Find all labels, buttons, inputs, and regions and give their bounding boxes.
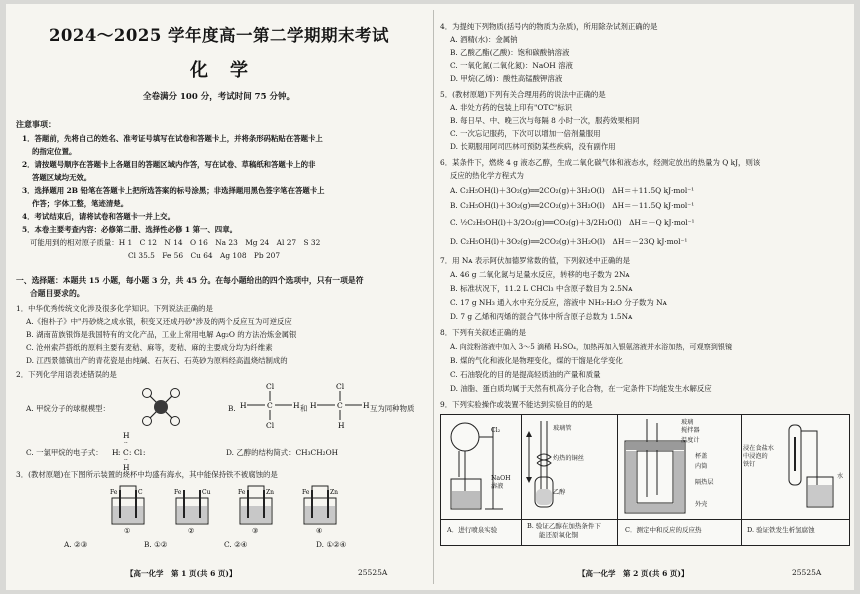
question-2-option-c: C. 一氯甲烷的电子式： [26, 448, 103, 457]
question-3-option-c: C. ②④ [224, 540, 248, 549]
question-7-option-b: B. 标准状况下，11.2 L CHCl₃ 中含原子数目为 2.5Nᴀ [450, 284, 633, 293]
note-line: 的指定位置。 [32, 147, 77, 156]
question-8-option-d: D. 油脂、蛋白质均属于天然有机高分子化合物，在一定条件下均能发生水解反应 [450, 384, 712, 393]
question-9-figure [440, 414, 850, 546]
svg-text:Cl: Cl [336, 382, 345, 391]
dichloromethane-structure-2 [310, 381, 370, 429]
corrosion-cell [110, 486, 144, 534]
label-inner-cylinder: 内筒 [695, 463, 708, 470]
question-4-option-d: D. 甲烷(乙烯)：酸性高锰酸钾溶液 [450, 74, 563, 83]
question-8-option-c: C. 石油裂化的目的是提高轻质油的产量和质量 [450, 370, 601, 379]
figure-divider [741, 415, 742, 545]
electrode-label: Fe [174, 489, 182, 496]
label-stirrer: 搅拌器 [681, 427, 700, 434]
svg-text:Cl: Cl [134, 448, 143, 457]
label-naoh: NaOH [491, 475, 511, 482]
svg-text:C: C [337, 401, 343, 410]
note-line: 2．请按题号顺序在答题卡上各题目的答题区域内作答，写在试卷、草稿纸和答题卡上的非 [22, 160, 316, 169]
page-1-code: 25525A [358, 568, 388, 577]
svg-text::: : [118, 449, 121, 457]
label-naoh-solution: 溶液 [491, 483, 504, 490]
label-thermometer: 温度计 [681, 437, 700, 444]
label-insulation: 隔热层 [695, 479, 714, 486]
label-lid: 杯盖 [695, 453, 708, 460]
question-8-option-b: B. 煤的气化和液化是物理变化，煤的干馏是化学变化 [450, 356, 623, 365]
question-3-option-d: D. ①②④ [316, 540, 347, 549]
svg-text:C: C [267, 401, 273, 410]
svg-text:Cl: Cl [266, 382, 275, 391]
label-outer-shell: 外壳 [695, 501, 708, 508]
question-2-option-b-label: B. [228, 404, 236, 413]
page-2 [436, 4, 854, 590]
question-6-option-a: A. C₂H₅OH(l)＋3O₂(g)══2CO₂(g)＋3H₂O(l) ΔH＝＋11.5Q kJ·mol⁻¹ [450, 186, 695, 195]
question-5-option-c: C. 一次忘记服药，下次可以增加一倍剂量服用 [450, 129, 601, 138]
note-line: 作答；字体工整，笔迹清楚。 [32, 199, 129, 208]
question-2-option-b-text: 互为同种物质 [370, 404, 415, 413]
question-6-stem: 6．某条件下，燃烧 4 g 液态乙醇，生成二氧化碳气体和液态水，经测定放出的热量为 Q kJ，则该 [440, 158, 761, 167]
question-2-stem: 2．下列化学用语表述错误的是 [16, 370, 117, 379]
svg-text:··: ·· [124, 457, 128, 464]
subject-title: 化学 [190, 60, 270, 81]
label-nail: 浸在食盐水 [743, 445, 774, 452]
figure-divider [617, 415, 618, 545]
question-1-option-c: C. 沧州索芦搭纸的原料主要有麦秸、麻等，麦秸、麻的主要成分均为纤维素 [26, 343, 273, 352]
electrode-label: Fe [238, 489, 246, 496]
question-6-stem-cont: 反应的热化学方程式为 [450, 171, 524, 180]
svg-text:H: H [123, 463, 130, 472]
section-heading: 合题目要求的。 [30, 289, 85, 298]
copper-wire-apparatus [525, 417, 615, 517]
cell-number: ② [188, 527, 195, 534]
page-divider [433, 10, 434, 584]
question-4-option-b: B. 乙酸乙酯(乙酸)：饱和碳酸钠溶液 [450, 48, 570, 57]
question-1-stem: 1．中华优秀传统文化涉及很多化学知识。下列说法正确的是 [16, 304, 213, 313]
fountain-apparatus [443, 417, 519, 517]
question-1-option-b: B. 湖南苗族银饰是我国特有的文化产品，工业上常用电解 Ag₂O 的方法冶炼金属银 [26, 330, 297, 339]
question-4-stem: 4．为提纯下列物质(括号内的物质为杂质)，所用除杂试剂正确的是 [440, 22, 658, 31]
svg-text::: : [129, 449, 132, 457]
electrode-label: Fe [302, 489, 310, 496]
atomic-masses: 可能用到的相对原子质量：H 1 C 12 N 14 O 16 Na 23 Mg 24 Al 27 S 32 [30, 238, 321, 247]
figure-divider [521, 415, 522, 545]
question-3-option-b: B. ①② [144, 540, 168, 549]
exam-title: 2024～2025 学年度高一第二学期期末考试 [48, 26, 390, 45]
corrosion-cell [302, 486, 338, 534]
caption-d: D. 验证铁发生析氢腐蚀 [747, 526, 815, 534]
corrosion-cells-figure [102, 484, 352, 534]
svg-text:H: H [240, 401, 247, 410]
question-5-option-a: A. 非处方药的包装上印有"OTC"标识 [450, 103, 573, 112]
question-7-option-c: C. 17 g NH₃ 通入水中充分反应，溶液中 NH₃·H₂O 分子数为 Nᴀ [450, 298, 667, 307]
label-hot-copper-wire: 灼热的铜丝 [553, 455, 584, 462]
question-6-option-d: D. C₂H₅OH(l)＋3O₂(g)══2CO₂(g)＋3H₂O(l) ΔH＝－23Q kJ·mol⁻¹ [450, 237, 688, 246]
svg-text:··: ·· [124, 440, 128, 447]
question-5-option-b: B. 每日早、中、晚三次与每隔 8 小时一次，服药效果相同 [450, 116, 640, 125]
corrosion-cell [238, 486, 274, 534]
question-1-option-a: A.《抱朴子》中"丹砂烧之成水银，积变又还成丹砂"涉及的两个反应互为可逆反应 [26, 317, 292, 326]
svg-text:H: H [293, 401, 300, 410]
question-7-stem: 7．用 Nᴀ 表示阿伏加德罗常数的值，下列叙述中正确的是 [440, 256, 631, 265]
iron-nail-apparatus [781, 421, 847, 517]
question-7-option-a: A. 46 g 二氧化氮与足量水反应，转移的电子数为 2Nᴀ [450, 270, 630, 279]
label-nail: 铁钉 [743, 461, 756, 468]
question-8-option-a: A. 向淀粉溶液中加入 3～5 滴稀 H₂SO₄，加热再加入银氨溶液并水浴加热，可观察到银镜 [450, 342, 733, 351]
dichloromethane-structure-1 [240, 381, 300, 429]
question-4-option-c: C. 一氧化氮(二氧化氮)：NaOH 溶液 [450, 61, 573, 70]
page-2-footer: 【高一化学 第 2 页(共 6 页)】 [578, 569, 689, 578]
svg-text:H: H [112, 448, 119, 457]
cell-number: ① [124, 527, 131, 534]
question-9-stem: 9．下列实验操作或装置不能达到实验目的的是 [440, 400, 593, 409]
electrode-label: Zn [266, 489, 275, 496]
note-line: 3．选择题用 2B 铅笔在答题卡上把所选答案的标号涂黑；非选择题用黑色签字笔在答题卡上 [22, 186, 325, 195]
label-nail: 中浸泡的 [743, 453, 768, 460]
svg-text::: : [143, 449, 146, 457]
page-2-code: 25525A [792, 568, 822, 577]
svg-text:H: H [310, 401, 317, 410]
electrode-label: Fe [110, 489, 118, 496]
question-2-option-b-and: 和 [300, 404, 308, 413]
label-glass-tube: 玻璃管 [553, 425, 572, 432]
label-glass: 玻璃 [681, 419, 694, 426]
question-8-stem: 8．下列有关叙述正确的是 [440, 328, 527, 337]
svg-text:H: H [338, 421, 345, 429]
exam-subtitle: 全卷满分 100 分，考试时间 75 分钟。 [143, 92, 295, 102]
note-line: 1．答题前，先将自己的姓名、准考证号填写在试卷和答题卡上，并将条形码粘贴在答题卡上 [22, 134, 323, 143]
chloromethane-electron-formula [112, 430, 162, 472]
electrode-label: Cu [202, 489, 211, 496]
question-2-option-d: D. 乙醇的结构简式：CH₃CH₂OH [226, 448, 339, 457]
cell-number: ③ [252, 527, 259, 534]
label-ethanol: 乙醇 [553, 489, 566, 496]
section-heading: 一、选择题：本题共 15 小题，每小题 3 分，共 45 分。在每小题给出的四个选项中，只有一项是符 [16, 276, 364, 285]
caption-b: B. 验证乙醇在加热条件下 [527, 522, 601, 530]
figure-divider [441, 519, 849, 520]
question-3-option-a: A. ②③ [64, 540, 88, 549]
note-line: 4．考试结束后，请将试卷和答题卡一并上交。 [22, 212, 175, 221]
corrosion-cell [174, 489, 211, 534]
question-5-stem: 5．(教材原题)下列有关合理用药的说法中正确的是 [440, 90, 606, 99]
page-1-footer: 【高一化学 第 1 页(共 6 页)】 [126, 569, 237, 578]
question-3-stem: 3．(教材原题)在下图所示装置的烧杯中均盛有海水，其中能保持铁不被腐蚀的是 [16, 470, 278, 479]
note-line: 5．本卷主要考查内容：必修第二册、选择性必修 1 第一、四章。 [22, 225, 237, 234]
svg-text:H: H [363, 401, 370, 410]
cell-number: ④ [316, 527, 323, 534]
question-5-option-d: D. 长期服用阿司匹林可预防某些疾病，没有副作用 [450, 142, 616, 151]
svg-text:H: H [123, 431, 130, 440]
electrode-label: C [138, 489, 143, 496]
notes-title: 注意事项： [16, 119, 56, 129]
label-cl2: Cl₂ [491, 427, 501, 434]
question-6-option-b: B. C₂H₅OH(l)＋3O₂(g)══2CO₂(g)＋3H₂O(l) ΔH＝－11.5Q kJ·mol⁻¹ [450, 201, 695, 210]
caption-a: A．进行喷泉实验 [447, 526, 498, 534]
note-line: 答题区域均无效。 [32, 173, 92, 182]
page-1 [6, 4, 432, 590]
question-6-option-c: C. ½C₂H₅OH(l)＋3/2O₂(g)══CO₂(g)＋3/2H₂O(l) ΔH＝－Q kJ·mol⁻¹ [450, 218, 695, 227]
methane-ball-stick-model [138, 384, 184, 430]
svg-text:Cl: Cl [266, 421, 275, 429]
exam-sheet [6, 4, 854, 590]
svg-text:C: C [123, 448, 129, 457]
question-7-option-d: D. 7 g 乙烯和丙烯的混合气体中所含原子总数为 1.5Nᴀ [450, 312, 633, 321]
caption-b: 能还原氧化铜 [539, 531, 578, 539]
atomic-masses: Cl 35.5 Fe 56 Cu 64 Ag 108 Pb 207 [128, 251, 281, 260]
label-water: 水 [837, 473, 844, 480]
electrode-label: Zn [330, 489, 339, 496]
question-2-option-a: A. 甲烷分子的球棍模型： [26, 404, 110, 413]
question-4-option-a: A. 酒精(水)：金属钠 [450, 35, 518, 44]
caption-c: C．测定中和反应的反应热 [625, 526, 702, 534]
question-1-option-d: D. 江西景德镇出产的青花瓷是由纯碱、石灰石、石英砂为原料经高温烧结制成的 [26, 356, 288, 365]
